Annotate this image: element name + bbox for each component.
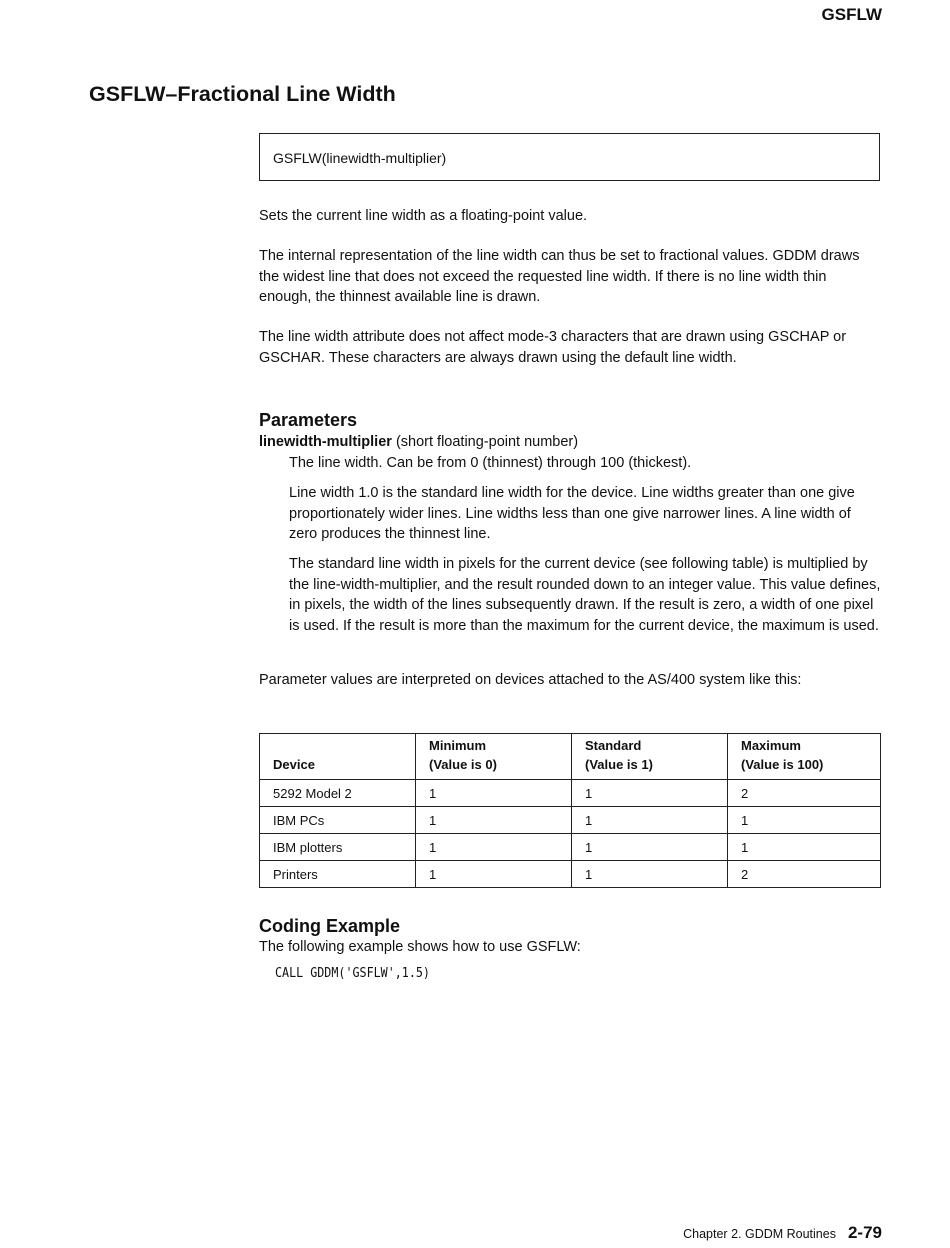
page-title: GSFLW–Fractional Line Width [89, 82, 396, 106]
parameter-desc-2: Line width 1.0 is the standard line width for the device. Line widths greater than one give proportionately wider lines. Line widths less than one give narrower lines. A line width of zero produces the thinnest line. [289, 485, 855, 542]
table-row [260, 861, 881, 888]
footer-chapter: Chapter 2. GDDM Routines [683, 1227, 836, 1241]
header-maximum: Maximum (Value is 100) [728, 734, 881, 780]
syntax-box [259, 133, 880, 181]
cell-minimum: 1 [416, 834, 572, 861]
parameter-entry [259, 432, 879, 453]
cell-standard: 1 [572, 834, 728, 861]
header-minimum: Minimum (Value is 0) [416, 734, 572, 780]
table-header-row [260, 734, 881, 780]
device-table [259, 733, 881, 888]
cell-maximum: 2 [728, 780, 881, 807]
page-number: 2-79 [847, 1223, 882, 1242]
cell-standard: 1 [572, 780, 728, 807]
header-device: Device [260, 734, 416, 780]
table-row [260, 780, 881, 807]
parameter-type: (short floating-point number) [391, 434, 579, 450]
table-row [260, 807, 881, 834]
cell-minimum: 1 [416, 807, 572, 834]
cell-maximum: 2 [728, 861, 881, 888]
cell-minimum: 1 [416, 780, 572, 807]
intro-paragraph-3: The line width attribute does not affect mode-3 characters that are drawn using GSCHAP or GSCHAR. These characters are always drawn using the default line width. [259, 329, 847, 366]
cell-standard: 1 [572, 861, 728, 888]
intro-paragraph-1: Sets the current line width as a floating-point value. [259, 208, 588, 224]
cell-device: 5292 Model 2 [260, 780, 416, 807]
code-sample: CALL GDDM('GSFLW',1.5) [275, 966, 430, 981]
cell-standard: 1 [572, 807, 728, 834]
coding-example-text: The following example shows how to use GSFLW: [259, 939, 581, 955]
cell-device: Printers [260, 861, 416, 888]
table-intro: Parameter values are interpreted on devices attached to the AS/400 system like this: [259, 672, 802, 688]
header-standard: Standard (Value is 1) [572, 734, 728, 780]
coding-example-heading: Coding Example [259, 916, 401, 936]
intro-paragraph-2: The internal representation of the line width can thus be set to fractional values. GDDM draws the widest line that does not exceed the requested line width. If there is no line width thin enough, the thinnest available line is drawn. [259, 248, 860, 305]
cell-device: IBM PCs [260, 807, 416, 834]
syntax-text: GSFLW(linewidth-multiplier) [273, 150, 447, 166]
parameter-desc-3: The standard line width in pixels for the current device (see following table) is multiplied by the line-width-multiplier, and the result rounded down to an integer value. This value defines, in pixels, the width of the lines subsequently drawn. If the result is zero, a width of one pixel is used. If the result is more than the maximum for the current device, the maximum is used. [289, 556, 881, 634]
cell-maximum: 1 [728, 834, 881, 861]
cell-maximum: 1 [728, 807, 881, 834]
parameter-name: linewidth-multiplier [259, 434, 392, 450]
cell-minimum: 1 [416, 861, 572, 888]
page-footer [683, 1223, 882, 1243]
running-head: GSFLW [821, 5, 882, 24]
cell-device: IBM plotters [260, 834, 416, 861]
parameter-desc-1: The line width. Can be from 0 (thinnest) through 100 (thickest). [289, 455, 692, 471]
table-row [260, 834, 881, 861]
parameters-heading: Parameters [259, 410, 358, 430]
